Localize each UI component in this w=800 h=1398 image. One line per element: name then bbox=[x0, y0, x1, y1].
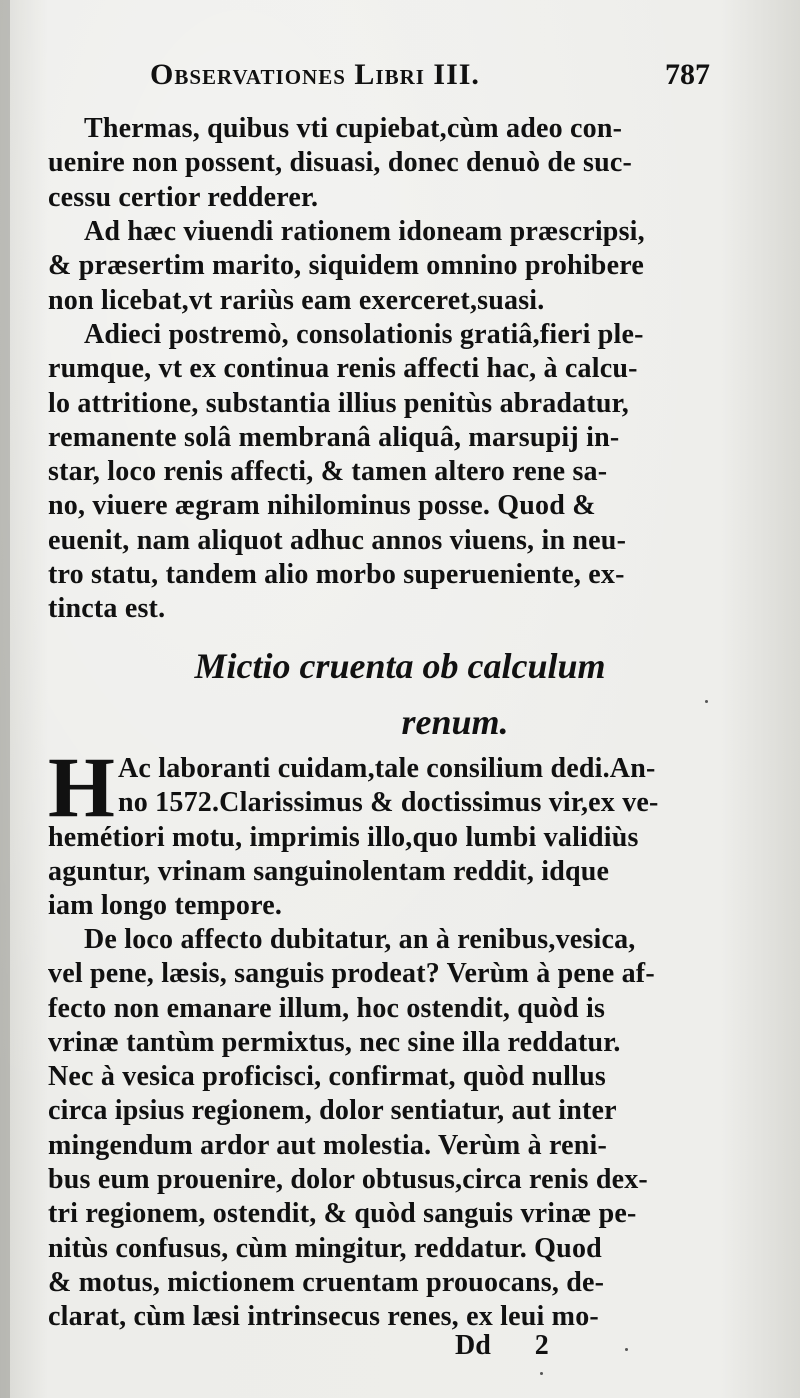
paragraph-5 bbox=[48, 923, 698, 1335]
paragraph-3 bbox=[48, 318, 698, 627]
text-line: uenire non possent, disuasi, donec denuò de suc- bbox=[48, 147, 632, 179]
page-number: 787 bbox=[665, 58, 710, 91]
text-line: no 1572.Clarissimus & doctissimus vir,ex ve- bbox=[118, 787, 659, 819]
text-line: Thermas, quibus vti cupiebat,cùm adeo con- bbox=[84, 113, 623, 144]
drop-capital: H bbox=[48, 739, 115, 835]
text-line: nitùs confusus, cùm mingitur, reddatur. Quod bbox=[48, 1232, 602, 1264]
text-line: aguntur, vrinam sanguinolentam reddit, idque bbox=[48, 855, 610, 887]
text-line: remanente solâ membranâ aliquâ, marsupij in- bbox=[48, 421, 620, 453]
signature-letters: Dd bbox=[455, 1330, 491, 1361]
text-line: mingendum ardor aut molestia. Verùm à reni- bbox=[48, 1129, 608, 1161]
paragraph-1 bbox=[48, 112, 698, 215]
text-line: De loco affecto dubitatur, an à renibus,vesica, bbox=[84, 924, 636, 955]
text-line: & præsertim marito, siquidem omnino prohibere bbox=[48, 250, 644, 282]
text-line: hemétiori motu, imprimis illo,quo lumbi validiùs bbox=[48, 821, 639, 853]
text-line: Ad hæc viuendi rationem idoneam præscripsi, bbox=[84, 216, 645, 247]
running-header bbox=[150, 58, 710, 100]
text-line: circa ipsius regionem, dolor sentiatur, aut inter bbox=[48, 1095, 617, 1127]
text-line: non licebat,vt rariùs eam exerceret,suasi. bbox=[48, 284, 545, 316]
ink-speck bbox=[625, 1348, 628, 1351]
text-line: euenit, nam aliquot adhuc annos viuens, in neu- bbox=[48, 524, 627, 556]
text-line: fecto non emanare illum, hoc ostendit, quòd is bbox=[48, 992, 606, 1024]
text-line: rumque, vt ex continua renis affecti hac, à calcu- bbox=[48, 353, 638, 385]
text-line: clarat, cùm læsi intrinsecus renes, ex leui mo- bbox=[48, 1301, 599, 1333]
ink-speck bbox=[705, 700, 708, 703]
text-line: tro statu, tandem alio morbo superueniente, ex- bbox=[48, 559, 625, 591]
signature-mark bbox=[455, 1330, 655, 1362]
paragraph-4 bbox=[48, 739, 698, 923]
text-line: cessu certior redderer. bbox=[48, 181, 319, 213]
ink-speck bbox=[540, 1372, 543, 1375]
section-heading-line-2: renum. bbox=[401, 702, 509, 742]
running-title: Observationes Libri III. bbox=[150, 58, 480, 91]
text-line: vrinæ tantùm permixtus, nec sine illa reddatur. bbox=[48, 1026, 621, 1058]
text-line: bus eum prouenire, dolor obtusus,circa renis dex- bbox=[48, 1164, 648, 1196]
paragraph-2 bbox=[48, 215, 698, 318]
text-line: iam longo tempore. bbox=[48, 890, 283, 922]
text-line: Ac laboranti cuidam,tale consilium dedi.An- bbox=[118, 753, 656, 784]
section-heading bbox=[0, 638, 800, 750]
text-line: tri regionem, ostendit, & quòd sanguis vrinæ pe- bbox=[48, 1198, 637, 1230]
text-line: Adieci postremò, consolationis gratiâ,fieri ple- bbox=[84, 319, 644, 350]
text-line: tincta est. bbox=[48, 593, 166, 625]
text-line: no, viuere ægram nihilominus posse. Quod & bbox=[48, 490, 596, 522]
signature-number: 2 bbox=[534, 1330, 549, 1361]
text-line: Nec à vesica proficisci, confirmat, quòd nullus bbox=[48, 1061, 606, 1093]
text-line: star, loco renis affecti, & tamen altero rene sa- bbox=[48, 456, 608, 488]
section-heading-line-1: Mictio cruenta ob calculum bbox=[194, 646, 606, 686]
text-line: lo attritione, substantia illius penitùs abradatur, bbox=[48, 387, 629, 419]
text-line: & motus, mictionem cruentam prouocans, de- bbox=[48, 1266, 605, 1298]
text-line: vel pene, læsis, sanguis prodeat? Verùm à pene af- bbox=[48, 958, 655, 990]
